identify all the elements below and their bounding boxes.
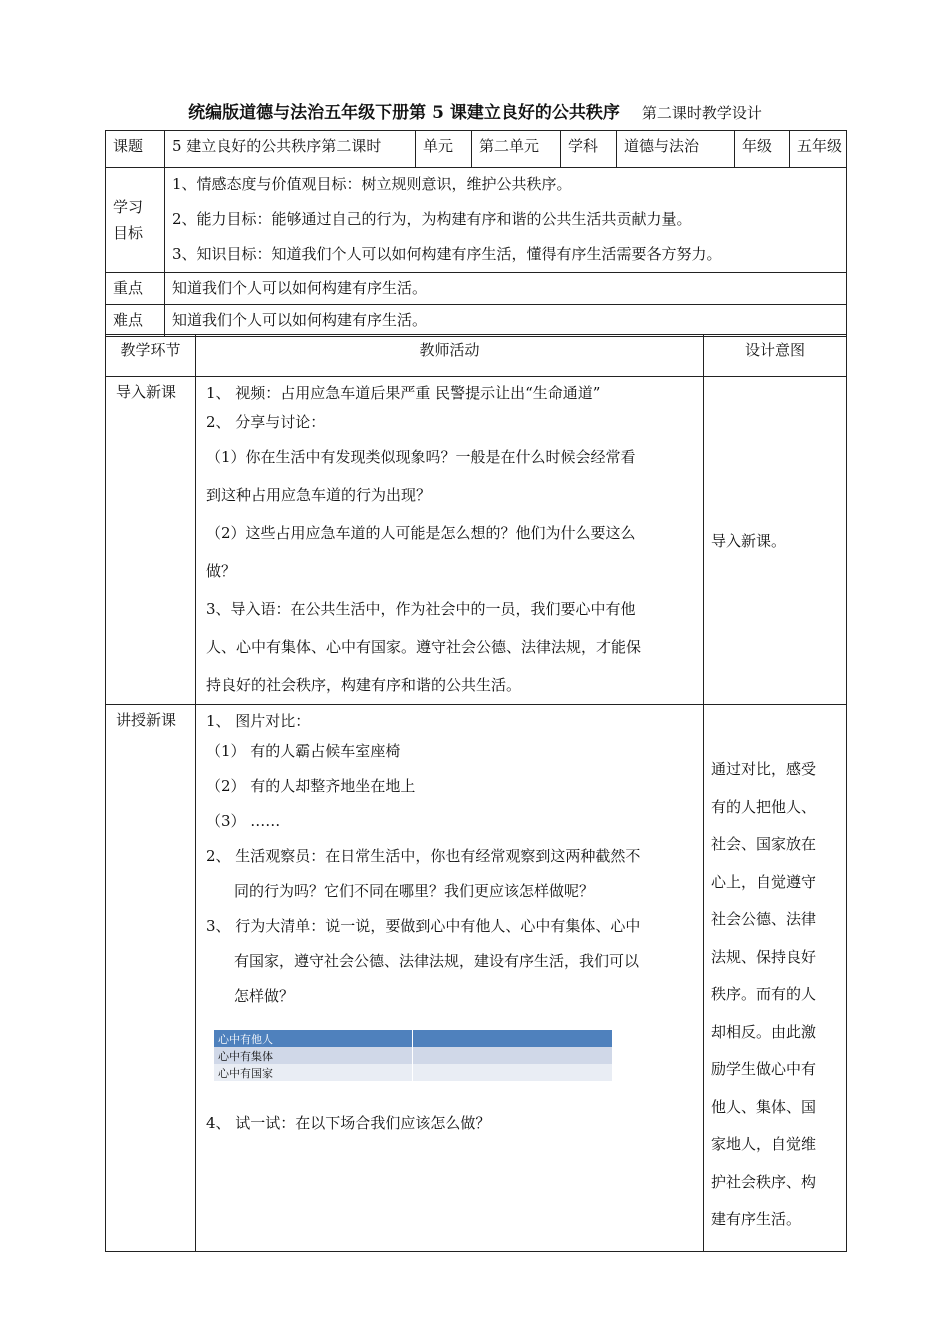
subject-label: 学科 — [561, 131, 617, 168]
design-line: 有的人把他人、 — [711, 797, 817, 816]
design-line: 通过对比，感受 — [711, 760, 817, 779]
teach-line-3c: 怎样做？ — [234, 987, 295, 1005]
behavior-row-cell — [412, 1030, 612, 1047]
design-line: 建有序生活。 — [711, 1210, 802, 1229]
key-label: 重点 — [106, 273, 165, 305]
goals-label-cell — [106, 168, 165, 273]
teach-line-3a: 3、 行为大清单：说一说，要做到心中有他人、心中有集体、心中 — [206, 917, 641, 935]
unit-label: 单元 — [416, 131, 472, 168]
goals-label-1: 学习 — [113, 198, 144, 216]
behavior-row-label: 心中有集体 — [214, 1047, 412, 1064]
goal-item: 1、情感态度与价值观目标：树立规则意识，维护公共秩序。 — [172, 175, 572, 193]
intro-line: 人、心中有集体、心中有国家。遵守社会公德、法律法规，才能保 — [206, 638, 642, 656]
grade-value: 五年级 — [790, 131, 847, 168]
teach-line-3b: 有国家，遵守社会公德、法律法规，建设有序生活，我们可以 — [234, 952, 640, 970]
design-line: 社会、国家放在 — [711, 835, 817, 854]
intro-line: （2）这些占用应急车道的人可能是怎么想的？他们为什么要这么 — [206, 524, 636, 542]
behavior-row-label: 心中有国家 — [214, 1064, 412, 1081]
intro-line: 到这种占用应急车道的行为出现？ — [206, 486, 432, 504]
behavior-row-cell — [412, 1047, 612, 1064]
behavior-list-table — [214, 1030, 612, 1081]
teach-line-2a: 2、 生活观察员：在日常生活中，你也有经常观察到这两种截然不 — [206, 847, 641, 865]
teach-design — [704, 705, 847, 1252]
document-title — [0, 98, 950, 123]
design-line: 秩序。而有的人 — [711, 985, 817, 1004]
teach-sub-1: （1） 有的人霸占候车室座椅 — [206, 742, 401, 760]
intro-design: 导入新课。 — [704, 377, 847, 705]
design-line: 却相反。由此激 — [711, 1022, 817, 1041]
design-line: 他人、集体、国 — [711, 1097, 817, 1116]
intro-line: 持良好的社会秩序，构建有序和谐的公共生活。 — [206, 676, 522, 694]
process-table — [105, 334, 847, 1252]
teach-activity — [196, 705, 704, 1252]
intro-stage: 导入新课 — [106, 377, 196, 705]
teach-stage: 讲授新课 — [106, 705, 196, 1252]
design-line: 法规、保持良好 — [711, 947, 817, 966]
teach-line-1: 1、 图片对比： — [206, 712, 311, 730]
difficulty-label: 难点 — [106, 305, 165, 337]
intro-line: 2、 分享与讨论： — [206, 413, 326, 431]
grade-label: 年级 — [735, 131, 790, 168]
difficulty-value: 知道我们个人可以如何构建有序生活。 — [165, 305, 847, 337]
intro-line: 3、导入语：在公共生活中，作为社会中的一员，我们要心中有他 — [206, 600, 636, 618]
goals-cell — [165, 168, 847, 273]
goal-item: 2、能力目标：能够通过自己的行为，为构建有序和谐的公共生活共贡献力量。 — [172, 210, 692, 228]
design-line: 家地人，自觉维 — [711, 1135, 817, 1154]
goal-item: 3、知识目标：知道我们个人可以如何构建有序生活，懂得有序生活需要各方努力。 — [172, 245, 722, 263]
topic-label: 课题 — [106, 131, 165, 168]
topic-value: 5 建立良好的公共秩序第二课时 — [165, 131, 416, 168]
intro-line: （1）你在生活中有发现类似现象吗？一般是在什么时候会经常看 — [206, 448, 636, 466]
header-activity: 教师活动 — [196, 335, 704, 377]
design-line: 心上，自觉遵守 — [711, 872, 817, 891]
header-stage: 教学环节 — [106, 335, 196, 377]
teach-line-2b: 同的行为吗？它们不同在哪里？我们更应该怎样做呢？ — [234, 882, 595, 900]
design-line: 社会公德、法律 — [711, 910, 817, 929]
intro-activity — [196, 377, 704, 705]
intro-line: 1、 视频：占用应急车道后果严重 民警提示让出“生命通道” — [206, 384, 601, 402]
design-line: 护社会秩序、构 — [711, 1172, 817, 1191]
behavior-row-cell — [412, 1064, 612, 1081]
design-line: 励学生做心中有 — [711, 1060, 817, 1079]
teach-sub-3: （3） …… — [206, 812, 281, 830]
info-table — [105, 130, 847, 337]
title-sub: 第二课时教学设计 — [641, 104, 762, 122]
teach-sub-2: （2） 有的人却整齐地坐在地上 — [206, 777, 416, 795]
title-main: 统编版道德与法治五年级下册第 5 课建立良好的公共秩序 — [188, 103, 620, 123]
key-value: 知道我们个人可以如何构建有序生活。 — [165, 273, 847, 305]
goals-label-2: 目标 — [113, 224, 144, 242]
header-design: 设计意图 — [704, 335, 847, 377]
behavior-row-label: 心中有他人 — [214, 1030, 412, 1047]
intro-line: 做？ — [206, 562, 237, 580]
subject-value: 道德与法治 — [617, 131, 735, 168]
unit-value: 第二单元 — [472, 131, 561, 168]
teach-line-4: 4、 试一试：在以下场合我们应该怎么做？ — [206, 1114, 491, 1132]
